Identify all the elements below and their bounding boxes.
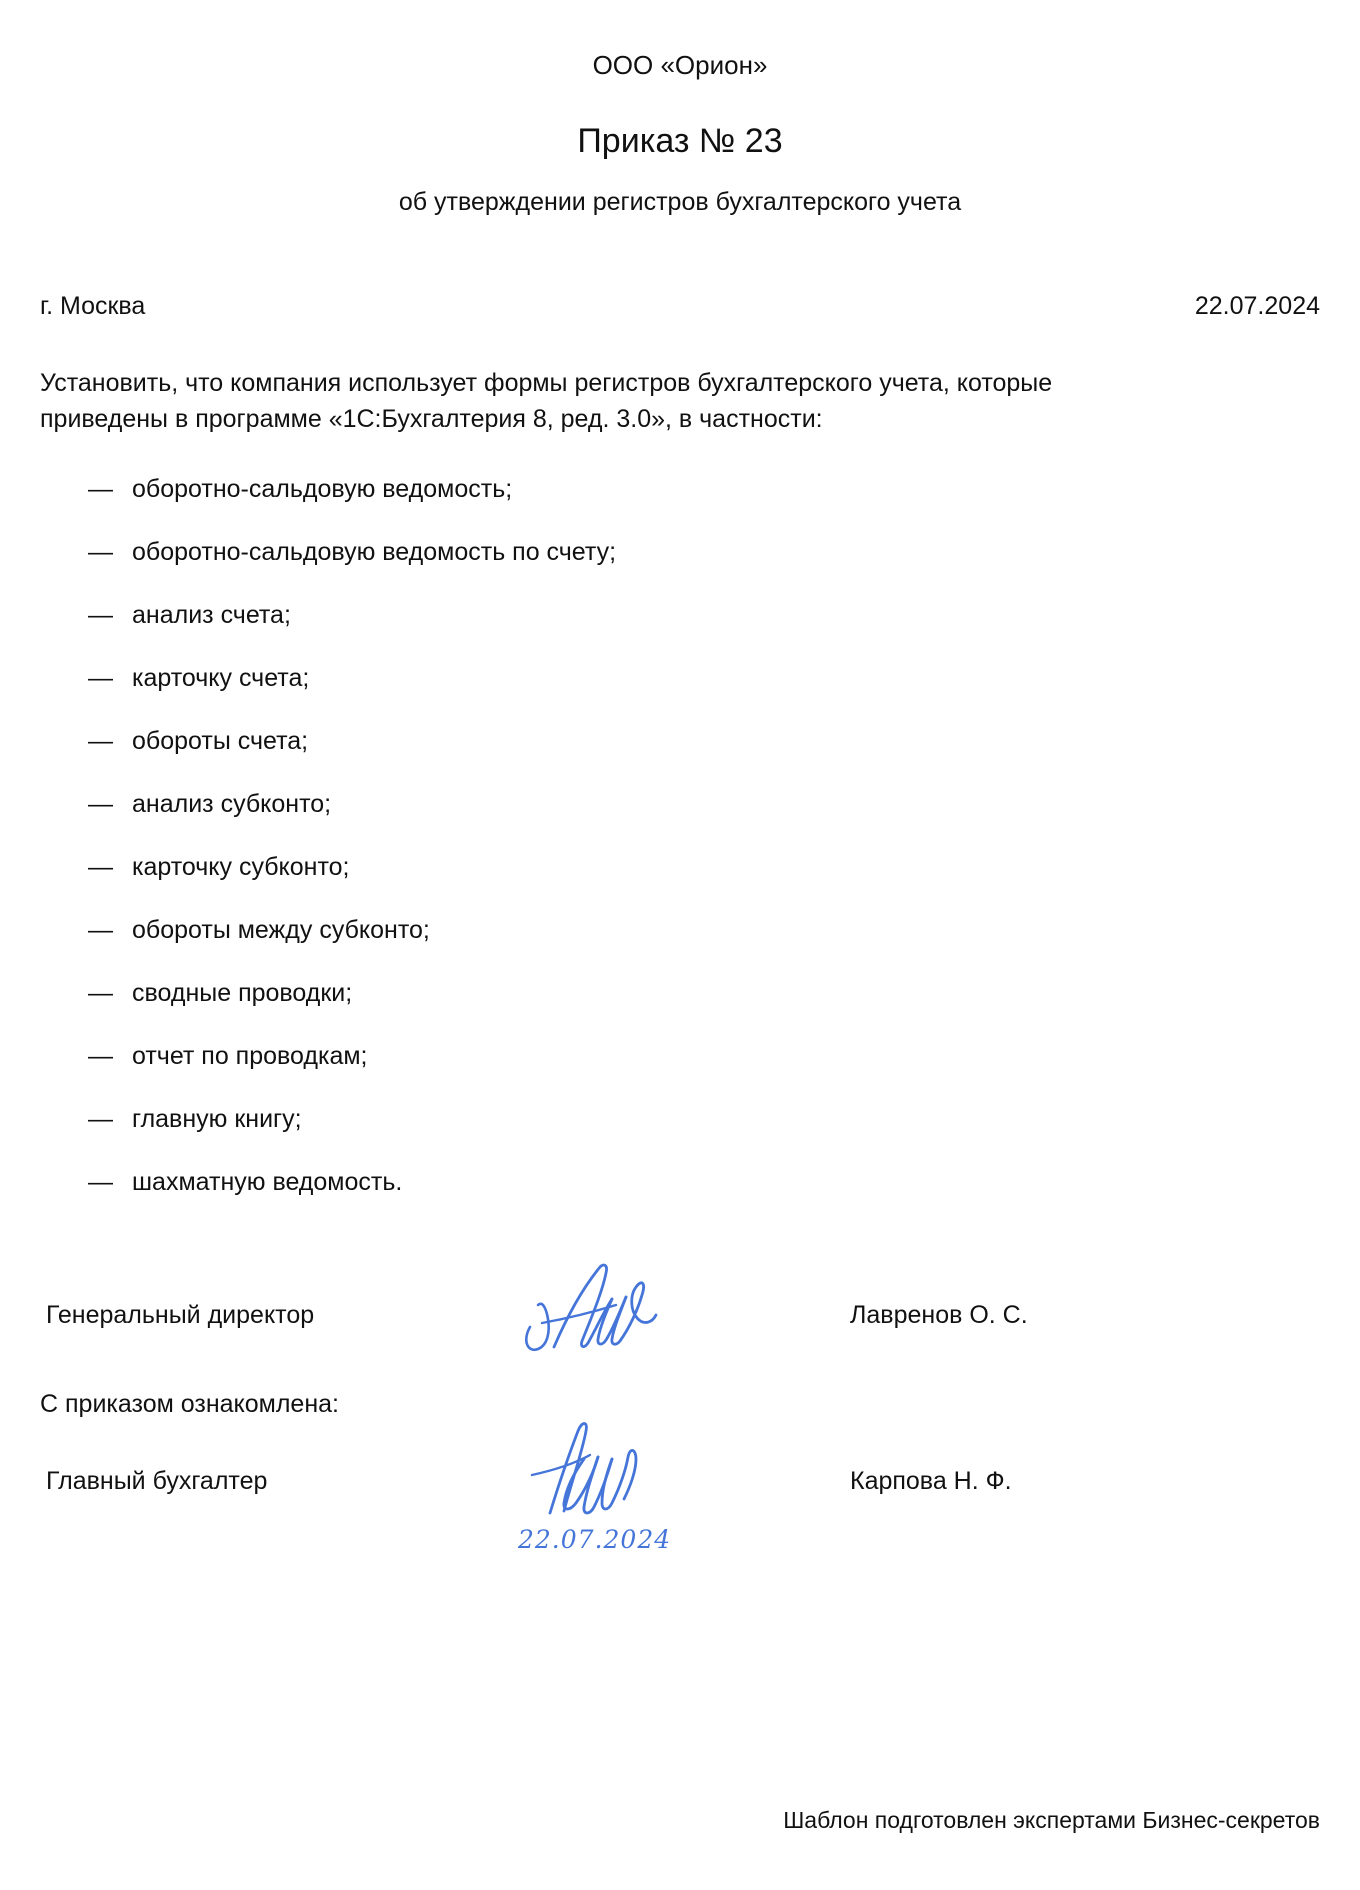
- director-role-label: Генеральный директор: [46, 1300, 315, 1329]
- list-bullet-dash: —: [88, 915, 113, 944]
- list-item: [40, 1104, 1320, 1134]
- list-bullet-dash: —: [88, 663, 113, 692]
- register-list: [40, 474, 1320, 1197]
- list-item-label: карточку субконто;: [132, 852, 350, 881]
- list-item-label: анализ субконто;: [132, 789, 332, 818]
- signature-lavrenov-icon: [520, 1261, 660, 1357]
- list-item: [40, 537, 1320, 567]
- list-item: [40, 915, 1320, 945]
- place-label: г. Москва: [40, 292, 146, 321]
- list-bullet-dash: —: [88, 474, 113, 503]
- list-item-label: оборотно-сальдовую ведомость по счету;: [132, 537, 617, 566]
- director-name: Лавренов О. С.: [850, 1300, 1028, 1329]
- list-item: [40, 978, 1320, 1008]
- accountant-name: Карпова Н. Ф.: [850, 1466, 1012, 1495]
- document-date: 22.07.2024: [1194, 292, 1320, 321]
- list-item: [40, 726, 1320, 756]
- list-item-label: оборотно-сальдовую ведомость;: [132, 474, 513, 503]
- list-item-label: сводные проводки;: [132, 978, 353, 1007]
- list-bullet-dash: —: [88, 1167, 113, 1196]
- footer-note: Шаблон подготовлен экспертами Бизнес-секретов: [783, 1807, 1320, 1833]
- list-item-label: карточку счета;: [132, 663, 310, 692]
- document-subtitle: об утверждении регистров бухгалтерского учета: [398, 187, 962, 216]
- list-item-label: обороты между субконто;: [132, 915, 430, 944]
- list-bullet-dash: —: [88, 1104, 113, 1133]
- list-item: [40, 1167, 1320, 1197]
- list-bullet-dash: —: [88, 600, 113, 629]
- list-bullet-dash: —: [88, 537, 113, 566]
- list-item-label: шахматную ведомость.: [132, 1167, 403, 1196]
- signature-row-accountant: [40, 1466, 1320, 1554]
- signature-row-director: [40, 1301, 1320, 1330]
- handwritten-date: 22.07.2024: [518, 1524, 672, 1554]
- acknowledgement-label: С приказом ознакомлена:: [40, 1389, 339, 1418]
- list-bullet-dash: —: [88, 852, 113, 881]
- signature-area: [40, 1300, 1320, 1554]
- accountant-role-label: Главный бухгалтер: [46, 1466, 268, 1495]
- list-item-label: главную книгу;: [132, 1104, 302, 1133]
- document-page: [0, 50, 1360, 1890]
- list-item: [40, 663, 1320, 693]
- document-title: Приказ № 23: [577, 122, 783, 161]
- list-item-label: обороты счета;: [132, 726, 309, 755]
- list-bullet-dash: —: [88, 978, 113, 1007]
- list-item: [40, 852, 1320, 882]
- list-bullet-dash: —: [88, 726, 113, 755]
- organization-name: ООО «Орион»: [592, 50, 768, 80]
- signature-karpova-icon: [524, 1417, 654, 1527]
- list-item: [40, 1041, 1320, 1071]
- list-item: [40, 600, 1320, 630]
- list-item: [40, 789, 1320, 819]
- intro-paragraph: Установить, что компания использует формы регистров бухгалтерского учета, которые приведены в программе «1С:Бухгалтерия 8, ред. 3.0», в частности:: [40, 369, 1053, 434]
- list-item-label: отчет по проводкам;: [132, 1041, 368, 1070]
- place-date-row: [40, 292, 1320, 321]
- list-item-label: анализ счета;: [132, 600, 291, 629]
- list-bullet-dash: —: [88, 789, 113, 818]
- list-bullet-dash: —: [88, 1041, 113, 1070]
- list-item: [40, 474, 1320, 504]
